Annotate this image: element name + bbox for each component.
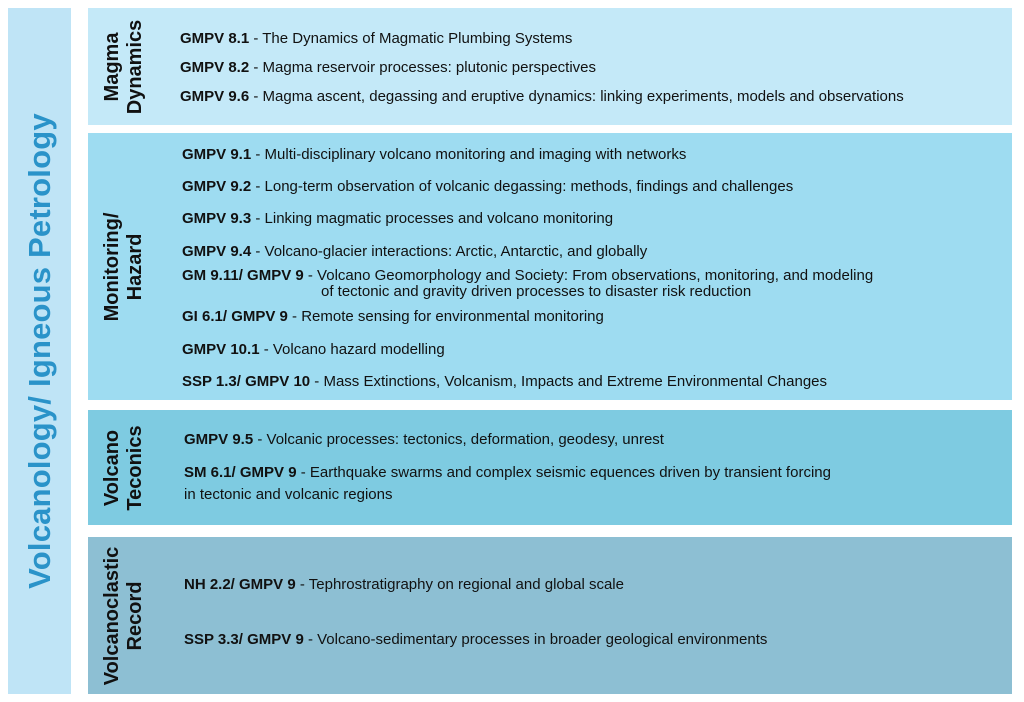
main-category-bar [8,8,71,694]
session-item [182,146,686,164]
session-item [182,308,604,326]
section-label-box [88,410,160,525]
section-label [101,212,147,321]
section-label-line: Record [124,581,146,650]
session-title: - Earthquake swarms and complex seismic equences driven by transient forcing [296,464,831,481]
section-label-line: Volcanoclastic [101,546,123,685]
session-item [182,341,445,359]
session-title: - Mass Extinctions, Volcanism, Impacts and Extreme Environmental Changes [310,373,828,390]
session-title: - Tephrostratigraphy on regional and global scale [295,576,624,593]
session-item [180,59,596,77]
session-title: - Volcano-sedimentary processes in broader geological environments [303,631,768,648]
session-item [182,373,827,391]
session-item [182,178,793,196]
session-item [180,30,572,48]
section-label [101,546,147,685]
session-title: - The Dynamics of Magmatic Plumbing Systems [249,30,573,47]
session-title-continuation: of tectonic and gravity driven processes to disaster risk reduction [321,283,752,300]
section-label-line: Dynamics [124,19,146,114]
session-item [184,464,831,482]
session-title: - Volcanic processes: tectonics, deformation, geodesy, unrest [253,431,664,448]
session-code: GMPV 9.5 [184,431,254,448]
session-code: NH 2.2/ GMPV 9 [184,576,296,593]
session-title: - Magma reservoir processes: plutonic perspectives [249,59,597,76]
section-volcanoclastic-record [88,537,1012,694]
session-title-continuation: in tectonic and volcanic regions [184,486,393,503]
session-item [184,631,767,649]
main-category-title: Volcanology/ Igneous Petrology [21,113,57,589]
session-item [180,88,904,106]
session-code: GMPV 9.3 [182,210,252,227]
section-label-box [88,537,160,694]
section-label-box [88,133,160,400]
session-code: GMPV 9.4 [182,243,252,260]
session-item [184,576,624,594]
session-item [184,431,664,449]
session-title: - Magma ascent, degassing and eruptive dynamics: linking experiments, models and observations [249,88,904,105]
session-title: - Volcano hazard modelling [259,341,445,358]
session-code: GI 6.1/ GMPV 9 [182,308,288,325]
session-code: SSP 1.3/ GMPV 10 [182,373,311,390]
section-label-line: Teconics [124,424,146,511]
section-label-line: Monitoring/ [101,212,123,321]
session-title: - Long-term observation of volcanic degassing: methods, findings and challenges [251,178,794,195]
section-label-line: Hazard [124,233,146,300]
session-code: GMPV 9.1 [182,146,252,163]
section-volcano-teconics [88,410,1012,525]
session-code: GM 9.11/ GMPV 9 [182,267,304,284]
section-label [101,425,147,510]
session-title: - Volcano-glacier interactions: Arctic, Antarctic, and globally [251,243,648,260]
session-title: - Multi-disciplinary volcano monitoring and imaging with networks [251,146,687,163]
session-code: GMPV 8.1 [180,30,250,47]
section-magma-dynamics [88,8,1012,125]
section-monitoring-hazard [88,133,1012,400]
session-item [182,210,613,228]
session-title: - Volcano Geomorphology and Society: From observations, monitoring, and modeling [303,267,874,284]
session-code: SSP 3.3/ GMPV 9 [184,631,304,648]
section-label [101,19,147,114]
section-label-line: Volcano [101,429,123,506]
session-title: - Remote sensing for environmental monitoring [287,308,604,325]
section-label-box [88,8,160,125]
session-item [182,243,647,261]
session-code: GMPV 9.2 [182,178,252,195]
session-title: - Linking magmatic processes and volcano monitoring [251,210,614,227]
section-label-line: Magma [101,32,123,101]
session-code: GMPV 8.2 [180,59,250,76]
session-code: GMPV 10.1 [182,341,260,358]
session-code: GMPV 9.6 [180,88,250,105]
session-code: SM 6.1/ GMPV 9 [184,464,297,481]
